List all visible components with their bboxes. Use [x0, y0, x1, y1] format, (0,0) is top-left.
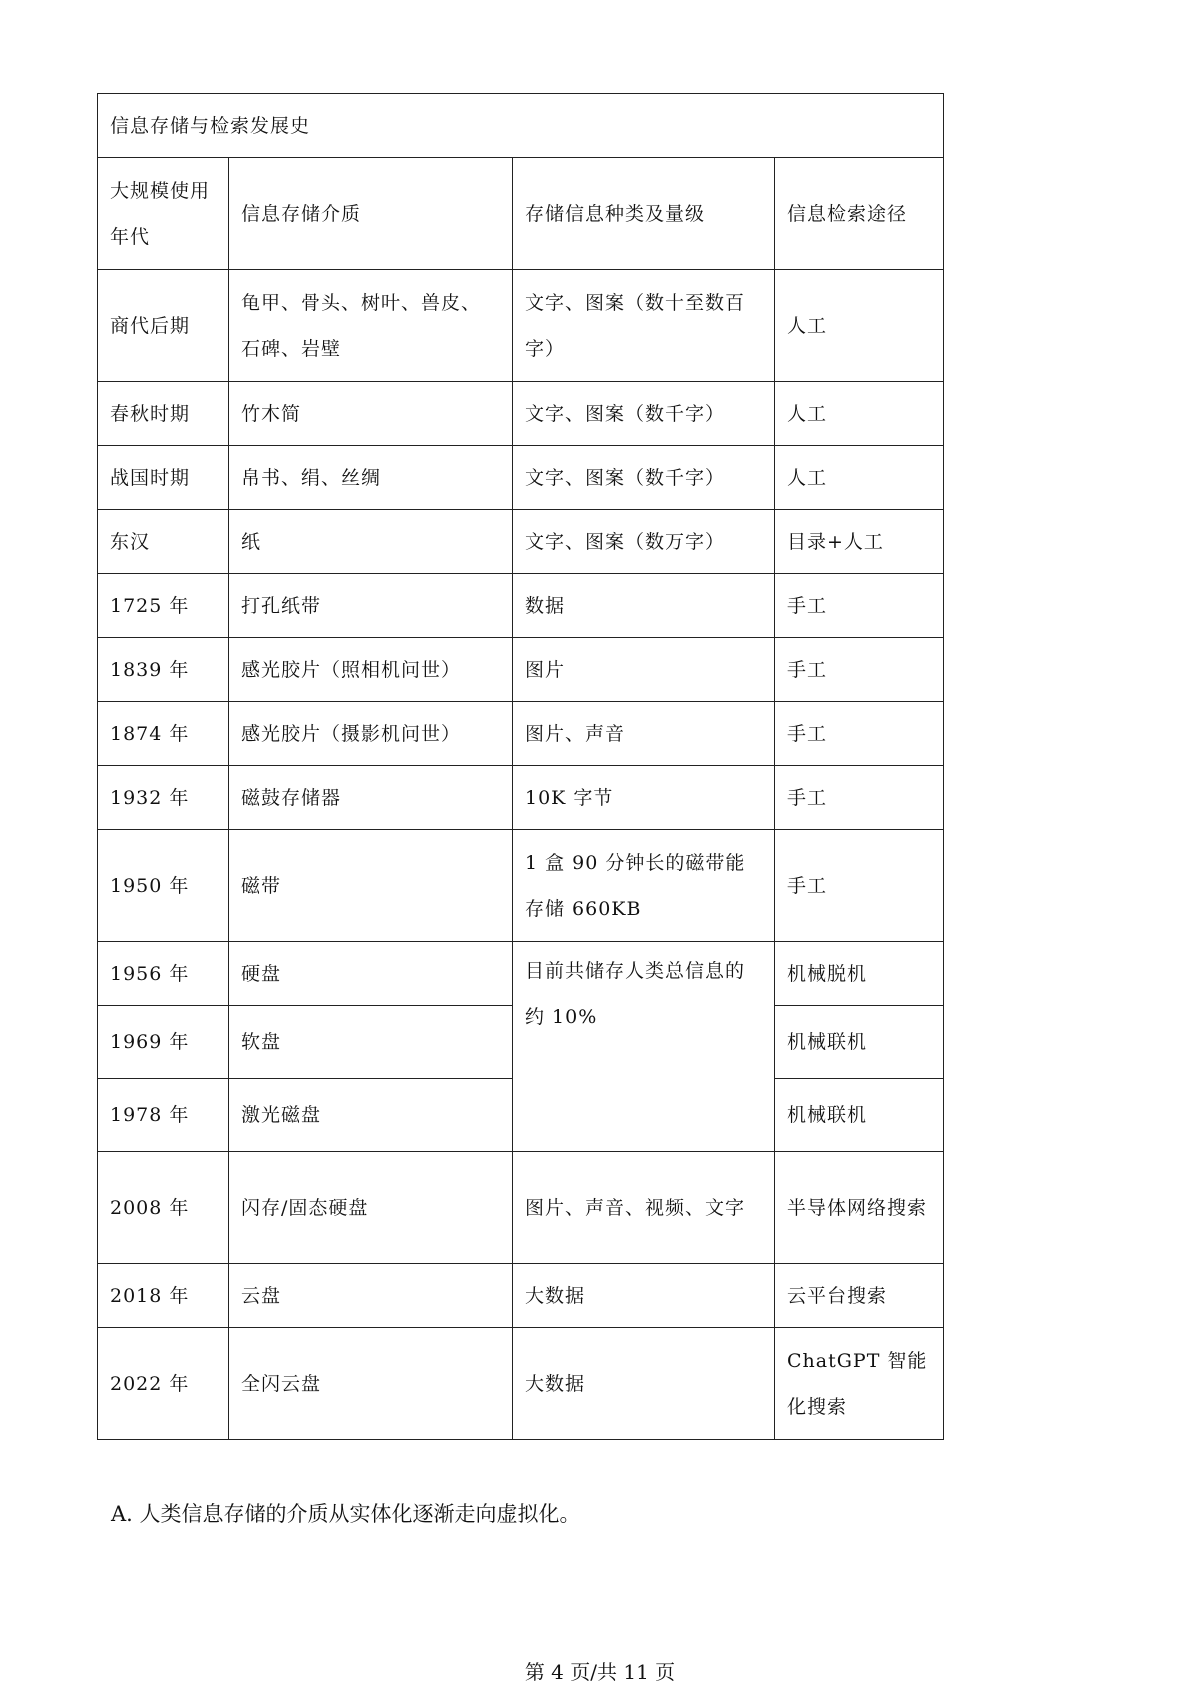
cell: 机械联机 [775, 1079, 944, 1152]
cell: 帛书、绢、丝绸 [229, 446, 513, 510]
cell: 图片、声音 [513, 702, 775, 766]
cell: 10K 字节 [513, 766, 775, 830]
cell: 感光胶片（照相机问世） [229, 638, 513, 702]
table-row [98, 382, 944, 446]
cell: 手工 [775, 574, 944, 638]
cell: 2022 年 [98, 1328, 229, 1440]
cell: 春秋时期 [98, 382, 229, 446]
merged-cell: 目前共储存人类总信息的约 10% [513, 942, 775, 1152]
table-row [98, 942, 944, 1006]
cell: 云平台搜索 [775, 1264, 944, 1328]
table-row [98, 446, 944, 510]
cell: 大数据 [513, 1328, 775, 1440]
cell: 感光胶片（摄影机问世） [229, 702, 513, 766]
cell: 磁带 [229, 830, 513, 942]
cell: 1839 年 [98, 638, 229, 702]
cell: 数据 [513, 574, 775, 638]
cell: 手工 [775, 766, 944, 830]
cell: 人工 [775, 270, 944, 382]
cell: 商代后期 [98, 270, 229, 382]
cell: 文字、图案（数千字） [513, 382, 775, 446]
header-cell: 存储信息种类及量级 [513, 158, 775, 270]
cell: 图片 [513, 638, 775, 702]
cell: ChatGPT 智能化搜索 [775, 1328, 944, 1440]
table-row [98, 766, 944, 830]
cell: 云盘 [229, 1264, 513, 1328]
cell: 手工 [775, 830, 944, 942]
cell: 1874 年 [98, 702, 229, 766]
table-row [98, 1328, 944, 1440]
cell: 目录+人工 [775, 510, 944, 574]
table-header-row [98, 158, 944, 270]
cell: 文字、图案（数千字） [513, 446, 775, 510]
header-cell: 大规模使用年代 [98, 158, 229, 270]
answer-option-a: A. 人类信息存储的介质从实体化逐渐走向虚拟化。 [111, 1502, 581, 1526]
cell: 机械脱机 [775, 942, 944, 1006]
cell: 文字、图案（数万字） [513, 510, 775, 574]
cell: 人工 [775, 382, 944, 446]
cell: 2018 年 [98, 1264, 229, 1328]
table-row [98, 830, 944, 942]
table-row [98, 270, 944, 382]
table-title-row [98, 94, 944, 158]
table-row [98, 574, 944, 638]
header-cell: 信息存储介质 [229, 158, 513, 270]
table-row [98, 1264, 944, 1328]
cell: 硬盘 [229, 942, 513, 1006]
cell: 1 盒 90 分钟长的磁带能存储 660KB [513, 830, 775, 942]
cell: 竹木简 [229, 382, 513, 446]
table-row [98, 510, 944, 574]
cell: 1932 年 [98, 766, 229, 830]
header-cell: 信息检索途径 [775, 158, 944, 270]
cell: 人工 [775, 446, 944, 510]
cell: 软盘 [229, 1006, 513, 1079]
cell: 1978 年 [98, 1079, 229, 1152]
cell: 激光磁盘 [229, 1079, 513, 1152]
table-row [98, 702, 944, 766]
cell: 文字、图案（数十至数百字） [513, 270, 775, 382]
cell: 战国时期 [98, 446, 229, 510]
page-footer: 第 4 页/共 11 页 [524, 1660, 676, 1684]
cell: 手工 [775, 638, 944, 702]
cell: 手工 [775, 702, 944, 766]
cell: 1725 年 [98, 574, 229, 638]
cell: 机械联机 [775, 1006, 944, 1079]
table-title: 信息存储与检索发展史 [98, 94, 944, 158]
cell: 纸 [229, 510, 513, 574]
cell: 大数据 [513, 1264, 775, 1328]
cell: 2008 年 [98, 1152, 229, 1264]
cell: 闪存/固态硬盘 [229, 1152, 513, 1264]
table-row [98, 638, 944, 702]
cell: 磁鼓存储器 [229, 766, 513, 830]
cell: 1950 年 [98, 830, 229, 942]
cell: 1956 年 [98, 942, 229, 1006]
cell: 半导体网络搜索 [775, 1152, 944, 1264]
history-table [97, 93, 944, 1440]
cell: 打孔纸带 [229, 574, 513, 638]
table-row [98, 1152, 944, 1264]
cell: 图片、声音、视频、文字 [513, 1152, 775, 1264]
cell: 1969 年 [98, 1006, 229, 1079]
cell: 龟甲、骨头、树叶、兽皮、石碑、岩壁 [229, 270, 513, 382]
cell: 全闪云盘 [229, 1328, 513, 1440]
cell: 东汉 [98, 510, 229, 574]
